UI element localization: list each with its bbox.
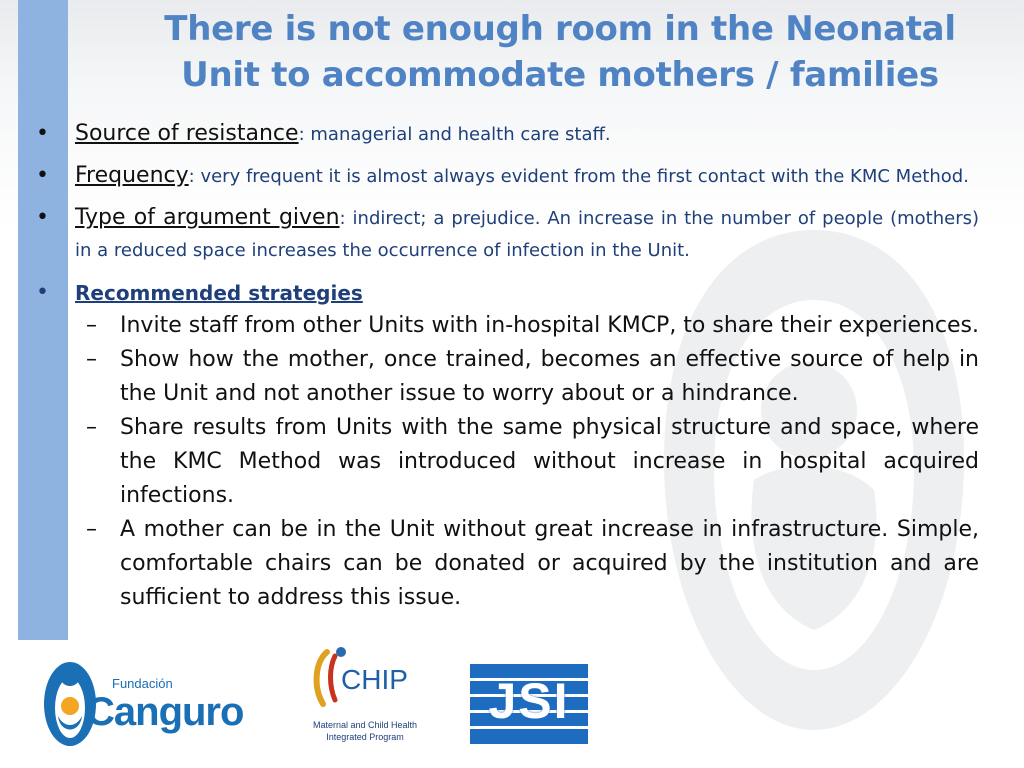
dash-marker: – [86,415,97,440]
bullet-separator: : [188,166,195,187]
mchip-line-1: Maternal and Child Health [312,720,418,730]
bullet-label: Source of resistance [75,121,299,146]
mchip-line-2: Integrated Program [326,732,404,742]
dash-marker: – [86,313,97,338]
canguro-big-text: Canguro [86,690,244,734]
bullet-frequency [36,161,979,192]
bullet-type-of-argument [36,202,979,267]
strategy-text: Show how the mother, once trained, becomes an effective source of help in the Unit and not another issue to worry about or a hindrance. [120,347,979,406]
footer-logos [0,640,1024,768]
dash-marker: – [86,517,97,542]
jsi-logo [470,664,588,744]
strategy-item [86,411,979,513]
canguro-small-text: Fundación [112,676,173,691]
title-line-1: There is not enough room in the Neonatal [164,9,956,49]
mchip-name: CHIP [341,664,408,695]
strategy-item [86,309,980,343]
bullet-text: managerial and health care staff. [304,124,611,145]
bullet-source-of-resistance [36,118,979,151]
dash-marker: – [86,347,97,372]
bullet-text: very frequent it is almost always evident from the first contact with the KMC Method. [194,166,969,187]
strategy-list [36,309,979,615]
bullet-dot: • [36,205,49,230]
bullet-dot: • [36,280,49,305]
strategy-text: Share results from Units with the same physical structure and space, where the KMC Method was introduced without increase in hospital acquired infections. [120,415,979,508]
bullet-label: Frequency [75,163,189,188]
bullet-separator: : [298,124,305,145]
bullet-dot: • [36,121,49,146]
title-line-2: Unit to accommodate mothers / families [181,55,939,95]
slide-title [140,6,980,98]
bullet-label: Type of argument given [75,205,340,230]
bullet-text: indirect; a prejudice. An increase in the number of people (mothers) in a reduced space increases the occurrence of infection in the Unit. [75,208,980,261]
strategy-text: A mother can be in the Unit without great increase in infrastructure. Simple, comfortable chairs can be donated or acquired by the institution and are sufficient to address this issue. [120,517,979,610]
strategy-text: Invite staff from other Units with in-hospital KMCP, to share their experiences. [120,313,980,338]
bullet-separator: : [339,208,346,229]
mchip-logo [305,642,423,762]
recommended-heading: Recommended strategies [75,281,363,305]
strategy-item [86,513,979,615]
jsi-name: JSI [488,673,570,729]
slide-content [36,118,979,615]
bullet-dot: • [36,163,49,188]
fundacion-canguro-logo [40,654,250,749]
strategy-item [86,343,979,411]
bullet-recommended-strategies [36,277,979,311]
